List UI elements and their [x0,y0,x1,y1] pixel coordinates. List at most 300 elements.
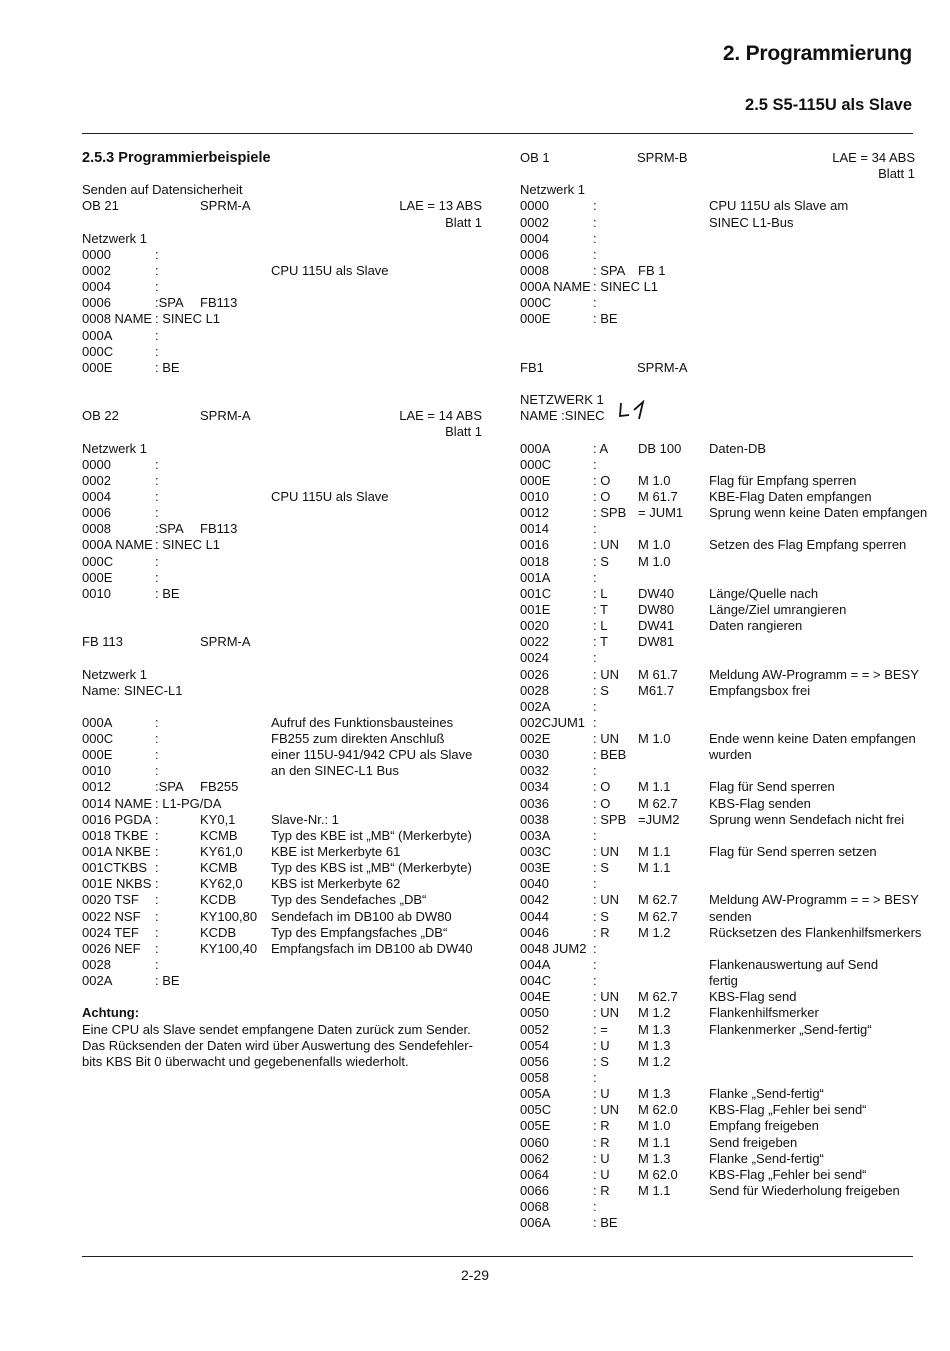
code-comment: Flankenhilfsmerker [709,1005,819,1021]
network-line [520,182,915,198]
code-operation: : = [593,1021,608,1037]
code-address: 0016 PGDA [82,811,152,827]
block-type: SPRM-A [200,408,251,424]
spacer [520,328,915,344]
code-address: 000E [520,472,551,488]
code-address: 000A [520,440,551,456]
code-address: 005C [520,1102,552,1118]
code-comment: SINEC L1-Bus [709,214,794,230]
code-comment: FB255 zum direkten Anschluß [271,731,445,747]
code-row [520,602,915,618]
code-row [82,311,482,327]
code-operation: : BE [593,1215,618,1231]
code-operation: : [155,957,159,973]
code-row [82,925,482,941]
code-operation: : L [593,618,608,634]
code-address: 0004 [82,279,111,295]
code-row [520,715,915,731]
code-operation: : [593,827,597,843]
name-line [520,408,915,424]
code-address: 0026 NEF [82,940,141,956]
code-operand: M 1.1 [638,844,671,860]
code-operation: : S [593,860,609,876]
code-operand: FB113 [200,521,238,537]
code-operand: DB 100 [638,440,682,456]
code-operand: =JUM2 [638,811,680,827]
code-row [520,1118,915,1134]
code-address: 0024 [520,650,549,666]
code-row [82,828,482,844]
code-row [520,1151,915,1167]
code-address: 0000 [82,456,111,472]
code-address: 0066 [520,1183,549,1198]
code-operand: FB 1 [638,262,666,278]
code-row [520,1070,915,1086]
code-operation: : [155,827,159,843]
code-address: 0034 [520,779,549,795]
bottom-rule [82,1256,913,1257]
code-address: 000C [520,456,552,472]
code-row [520,666,919,683]
code-row [82,779,482,795]
code-row [520,796,915,812]
code-address: 0054 [520,1037,549,1053]
code-row [520,634,915,650]
code-operation: : [593,569,597,585]
code-row [520,973,915,989]
code-row [82,505,482,521]
block-name: OB 22 [82,408,119,424]
code-operation: : UN [593,1005,619,1021]
code-comment: Typ des Sendefaches „DB“ [271,892,427,908]
code-row [82,892,482,908]
code-address: 001A [520,569,551,585]
code-address: 000C [82,731,114,747]
code-operand: M 1.0 [638,1118,671,1134]
code-address: 0036 [520,795,549,811]
code-address: 0002 [82,472,111,488]
code-operation: :SPA [155,295,184,311]
code-address: 0068 [520,1199,549,1215]
spacer [82,699,482,715]
code-operand: M 1.2 [638,924,671,940]
code-comment: fertig [709,973,738,989]
code-operand: M 1.3 [638,1150,671,1166]
code-row [82,521,482,537]
code-operation: : [593,714,597,730]
code-operation: : [155,262,159,278]
code-operation: : [593,198,597,214]
block-sheet-number: Blatt 1 [445,214,482,230]
block-sheet [82,215,482,231]
code-address: 001E [520,601,551,617]
code-operation: : [593,521,597,537]
code-address: 0000 [520,198,549,214]
code-operand: DW41 [638,618,675,634]
code-operand: KY61,0 [200,844,243,860]
code-comment: wurden [709,747,752,763]
code-operand: M 1.0 [638,537,671,553]
code-row [82,328,482,344]
code-address: 001E NKBS [82,876,152,892]
code-operand: DW81 [638,634,675,650]
code-operation: : [155,488,159,504]
code-operation: : [593,230,597,246]
code-operation: :SPA [155,779,184,795]
right-column [520,150,928,1231]
code-address: 0012 [82,779,111,795]
code-address: 0014 [520,521,549,537]
code-row [82,973,482,989]
code-row [82,360,482,376]
code-operand: = JUM1 [638,505,684,521]
block-header [82,634,482,650]
code-operation: : [155,811,159,827]
code-address: 002A [520,698,551,714]
code-comment: Ende wenn keine Daten empfangen [709,731,916,747]
code-address: 000C [520,295,552,311]
code-row [520,586,915,602]
code-operand: M 1.2 [638,1005,671,1021]
code-address: 000A NAME [520,279,591,295]
code-row [82,763,482,779]
code-comment: Sprung wenn keine Daten empfangen [709,505,928,521]
code-row [520,247,915,263]
code-address: 005A [520,1086,551,1102]
section-title: 2.5 S5-115U als Slave [745,96,912,114]
code-address: 0046 [520,924,549,940]
network-label: Netzwerk 1 [82,666,148,682]
code-operation: : [155,876,159,892]
code-row [520,457,915,473]
code-address: 003A [520,827,551,843]
code-address: 0018 TKBE [82,827,149,843]
block-sheet [82,424,482,440]
code-row [520,295,915,311]
code-comment: Slave-Nr.: 1 [271,811,339,827]
code-row [82,715,482,731]
code-operation: : UN [593,844,619,860]
code-operation: : T [593,601,608,617]
spacer [520,376,915,392]
code-operation: : [155,860,159,876]
code-row [520,1086,915,1102]
spacer [520,424,915,440]
code-operand: M 62.0 [638,1166,678,1182]
code-operand: KY100,40 [200,940,258,956]
code-address: 000A [82,714,113,730]
code-comment: Flankenmerker „Send-fertig“ [709,1021,872,1037]
code-comment: KBS ist Merkerbyte 62 [271,876,401,892]
code-operand: KCMB [200,827,238,843]
code-operation: : L [593,585,608,601]
code-row [520,731,915,747]
code-address: 004C [520,973,552,989]
code-operation: : T [593,634,608,650]
code-comment: Länge/Quelle nach [709,585,819,601]
spacer [82,376,482,392]
code-operand: M 62.7 [638,795,678,811]
network-label: Netzwerk 1 [82,440,148,456]
code-comment: KBS-Flag send [709,989,797,1005]
code-row [520,537,915,553]
code-operation: : [155,279,159,295]
code-row [520,570,915,586]
code-row [520,876,915,892]
code-operand: M 62.7 [638,989,678,1005]
code-comment: an den SINEC-L1 Bus [271,763,399,779]
block-name: FB1 [520,359,544,375]
code-address: 0022 [520,634,549,650]
code-operation: : [155,246,159,262]
spacer [82,166,482,182]
code-row [520,198,915,214]
code-operation: : [155,456,159,472]
code-address: 000E [82,747,113,763]
code-operand: M 62.0 [638,1102,678,1118]
code-operation: : O [593,795,611,811]
code-address: 0020 [520,618,549,634]
code-comment: Empfang freigeben [709,1118,819,1134]
code-row [82,957,482,973]
code-row [520,473,915,489]
intro-line [82,182,482,198]
block-length: LAE = 34 ABS [832,150,915,165]
code-address: 000A NAME [82,537,153,553]
code-address: 0058 [520,1070,549,1086]
code-comment: Flag für Send sperren setzen [709,844,877,860]
code-row [520,699,915,715]
code-operation: : UN [593,1102,619,1118]
code-comment: Send für Wiederholung freigeben [709,1183,900,1198]
code-operand: KY62,0 [200,876,243,892]
code-address: 0008 NAME [82,311,153,327]
code-comment: KBE-Flag Daten empfangen [709,488,872,504]
code-operation: : UN [593,731,619,747]
code-row [520,1167,915,1183]
code-comment: Flag für Empfang sperren [709,472,857,488]
code-operand: DW80 [638,601,675,617]
spacer [82,989,482,1005]
code-row [82,909,482,925]
code-address: 003E [520,860,551,876]
code-row [520,989,915,1005]
code-comment: Meldung AW-Programm = = > BESY [709,892,919,908]
code-address: 004E [520,989,551,1005]
code-row [520,763,915,779]
network-line [82,231,482,247]
warning-heading: Achtung: [82,1005,140,1021]
code-address: 0042 [520,892,549,908]
code-operand: M 1.2 [638,1053,671,1069]
spacer [82,650,482,666]
code-address: 0010 [82,585,111,601]
code-operation: : [593,763,597,779]
code-operand: M 62.7 [638,908,678,924]
code-comment: einer 115U-941/942 CPU als Slave [271,747,473,763]
code-row [82,747,482,763]
code-address: 0008 [82,521,111,537]
code-operation: : UN [593,537,619,553]
code-row [520,311,915,327]
code-comment: Daten rangieren [709,618,803,634]
code-address: 0050 [520,1005,549,1021]
code-address: 0048 JUM2 [520,940,587,956]
code-row [520,554,915,570]
code-row [82,812,482,828]
code-operation: : [155,343,159,359]
code-row [520,924,922,941]
code-row [520,650,915,666]
code-operation: : [593,295,597,311]
block-length: LAE = 13 ABS [399,198,482,214]
block-sheet-number: Blatt 1 [445,424,482,440]
code-operation: : S [593,1053,609,1069]
code-address: 002E [520,731,551,747]
code-operation: : [593,957,597,973]
code-row [82,554,482,570]
code-operation: : O [593,779,611,795]
code-row [82,295,482,311]
code-operand: M 1.1 [638,860,671,876]
code-row [520,892,919,908]
code-address: 000E [82,359,113,375]
code-comment: senden [709,908,752,924]
code-operand: M 1.1 [638,779,671,795]
code-row [520,1183,915,1199]
block-name-line: NAME :SINEC [520,408,605,424]
code-operation: : R [593,1118,610,1134]
code-row [82,860,482,876]
code-operation: : [155,940,159,956]
code-operand: M 1.3 [638,1086,671,1102]
code-row [520,1102,915,1118]
code-row [82,537,482,553]
warning-line [82,1054,482,1070]
code-row [520,941,915,957]
code-operation: : BE [155,359,180,375]
code-comment: Aufruf des Funktionsbausteines [271,714,454,730]
code-address: 0006 [82,295,111,311]
handwritten-signature [618,400,648,422]
code-comment: KBS-Flag „Fehler bei send“ [709,1166,867,1182]
code-address: 001CTKBS [82,860,148,876]
code-row [520,1005,915,1021]
code-row [520,683,915,699]
code-comment: Flanke „Send-fertig“ [709,1086,824,1102]
code-address: 0002 [520,214,549,230]
code-operation: : BEB [593,747,627,763]
code-address: 001A NKBE [82,844,151,860]
block-name: OB 21 [82,198,119,214]
code-address: 003C [520,844,552,860]
code-address: 0028 [520,682,549,698]
spacer [520,344,915,360]
code-address: 004A [520,957,551,973]
code-operation: : [593,940,597,956]
code-row [82,586,482,602]
code-comment: Rücksetzen des Flankenhilfsmerkers [709,924,922,940]
code-operation: : SPB [593,505,627,521]
code-operand: DW40 [638,585,675,601]
code-operation: : S [593,553,609,569]
code-operand: M 1.1 [638,1183,671,1198]
code-operation: : [155,553,159,569]
code-comment: Länge/Ziel umrangieren [709,601,847,617]
code-address: 0064 [520,1166,549,1182]
code-address: 0004 [82,488,111,504]
code-comment: Meldung AW-Programm = = > BESY [709,666,919,682]
code-operation: : [593,1199,597,1215]
code-comment: Typ des KBE ist „MB“ (Merkerbyte) [271,827,472,843]
code-operand: M 1.0 [638,472,671,488]
chapter-title: 2. Programmierung [722,42,912,65]
block-type: SPRM-B [637,150,688,165]
code-operation: : [593,876,597,892]
code-operation: : [155,569,159,585]
block-header [82,408,482,424]
page-number: 2-29 [460,1267,490,1283]
warning-text: bits KBS Bit 0 überwacht und gegebenenfalls wiederholt. [82,1053,409,1069]
code-address: 0004 [520,230,549,246]
code-operand: M 61.7 [638,488,678,504]
code-comment: CPU 115U als Slave am [709,198,849,214]
code-row [520,1135,915,1151]
code-address: 005E [520,1118,551,1134]
code-address: 0006 [82,505,111,521]
code-row [520,489,915,505]
code-operation: : R [593,1134,610,1150]
code-operand: M61.7 [638,682,675,698]
spacer [82,618,482,634]
code-address: 0062 [520,1150,549,1166]
code-operand: FB113 [200,295,238,311]
code-address: 0028 [82,957,111,973]
code-row [520,812,915,828]
code-row [82,844,482,860]
code-address: 002CJUM1 [520,714,586,730]
code-operation: : [155,844,159,860]
code-operation: : L1-PG/DA [155,795,222,811]
code-operation: : UN [593,989,619,1005]
code-operand: M 61.7 [638,666,678,682]
code-comment: KBS-Flag senden [709,795,811,811]
code-comment: Typ des Empfangsfaches „DB“ [271,924,448,940]
code-operand: KCDB [200,924,237,940]
code-comment: CPU 115U als Slave [271,262,389,278]
code-operation: : [593,973,597,989]
code-comment: CPU 115U als Slave [271,488,389,504]
code-comment: KBS-Flag „Fehler bei send“ [709,1102,867,1118]
block-sheet [520,166,915,182]
code-operation: : U [593,1150,610,1166]
code-address: 0038 [520,811,549,827]
warning-line [82,1022,482,1038]
code-operand: M 1.0 [638,731,671,747]
name-line [82,683,482,699]
block-length: LAE = 14 ABS [399,408,482,424]
block-name-line: Name: SINEC-L1 [82,682,183,698]
code-row [82,344,482,360]
code-row [520,844,915,860]
code-operation: : SPA [593,262,626,278]
code-operand: KCDB [200,892,237,908]
code-comment: Typ des KBS ist „MB“ (Merkerbyte) [271,860,472,876]
network-label: Netzwerk 1 [82,230,148,246]
warning-line [82,1038,482,1054]
code-row [520,215,915,231]
code-row [520,909,915,925]
